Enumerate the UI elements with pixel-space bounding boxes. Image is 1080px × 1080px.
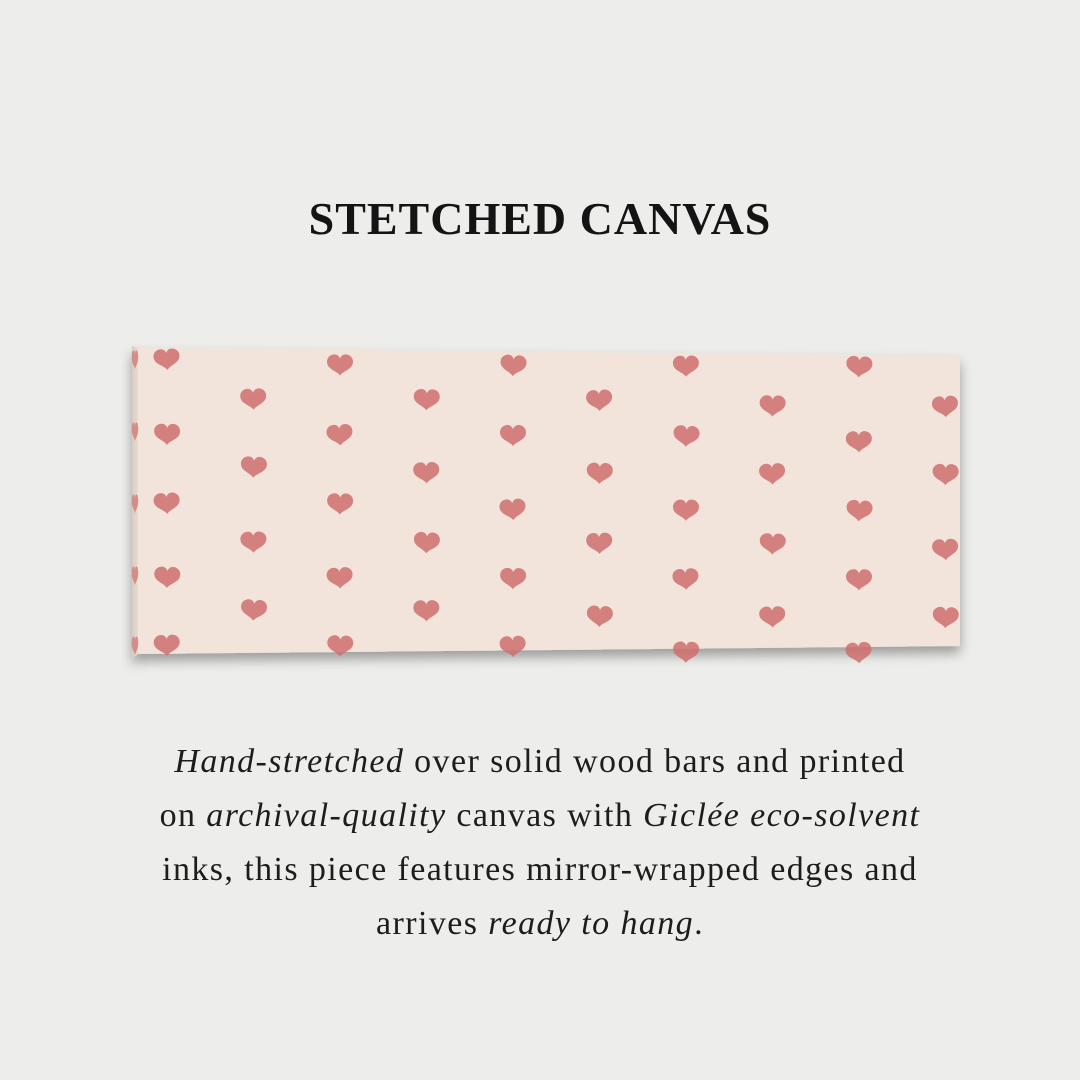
page-title: STETCHED CANVAS <box>308 193 772 244</box>
description-line-4 <box>90 897 990 951</box>
description-text: on <box>159 797 207 834</box>
emphasis-hand-stretched: Hand-stretched <box>174 743 405 780</box>
emphasis-giclee: Giclée eco-solvent <box>643 797 921 834</box>
canvas-print-image <box>122 336 978 676</box>
canvas-illustration <box>122 336 978 676</box>
description-text: over solid wood bars and printed <box>404 743 906 780</box>
description-text: . <box>694 905 704 942</box>
description-text: arrives <box>376 905 489 942</box>
product-description <box>90 735 990 951</box>
description-line-2 <box>90 789 990 843</box>
description-line-3: inks, this piece features mirror-wrapped edges and <box>162 851 918 888</box>
emphasis-ready-to-hang: ready to hang <box>488 905 695 942</box>
description-line-1 <box>90 735 990 789</box>
description-text: canvas with <box>446 797 644 834</box>
emphasis-archival-quality: archival-quality <box>206 797 447 834</box>
